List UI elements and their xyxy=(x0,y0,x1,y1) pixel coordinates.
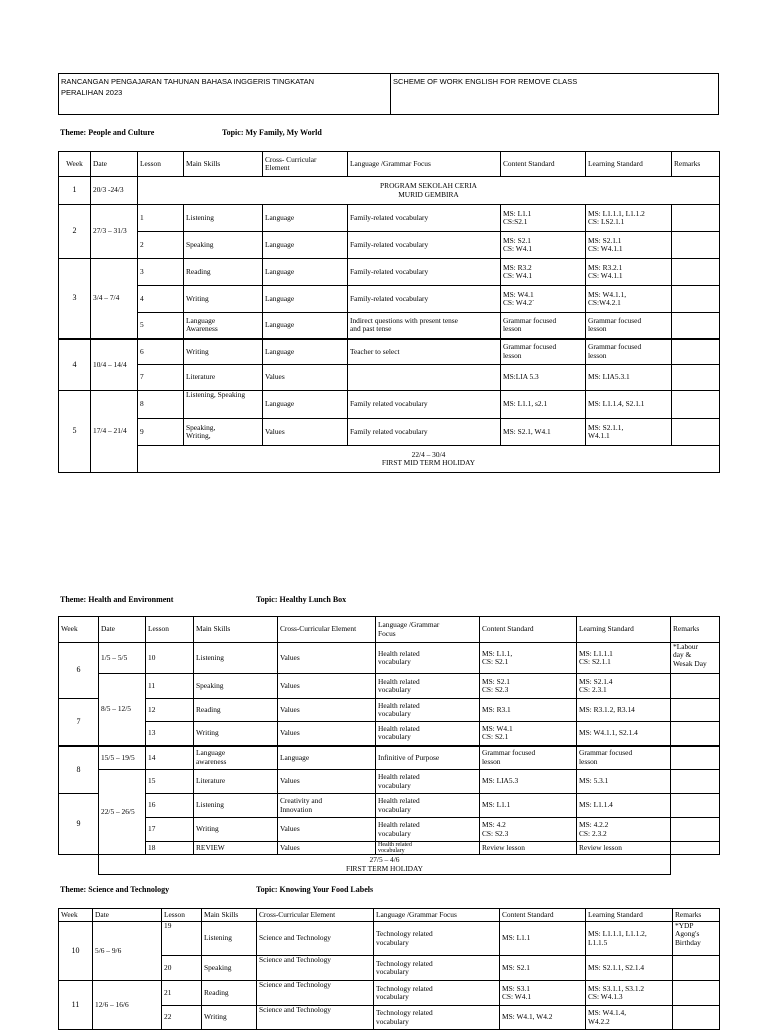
col-header: Date xyxy=(93,909,162,922)
table-row xyxy=(59,313,720,339)
skill-cell: Listening xyxy=(184,205,263,232)
content-cell: Grammar focused lesson xyxy=(501,313,586,339)
table-row xyxy=(59,391,720,419)
skill-cell: Writing xyxy=(194,818,278,842)
date-cell: 10/4 – 14/4 xyxy=(91,339,138,391)
section3-topic xyxy=(256,885,373,894)
week-cell: 5 xyxy=(59,391,91,473)
program-note: PROGRAM SEKOLAH CERIA MURID GEMBIRA xyxy=(138,177,720,205)
content-cell: MS: L1.1 xyxy=(500,922,586,956)
cce-cell: Language xyxy=(278,746,376,770)
remarks-cell xyxy=(673,956,720,981)
lesson-cell: 2 xyxy=(138,232,184,259)
cce-cell: Values xyxy=(278,722,376,746)
content-cell: MS: S2.1 xyxy=(500,956,586,981)
topic-label: Topic: xyxy=(256,885,278,894)
learning-cell: MS: S2.1.1, W4.1.1 xyxy=(586,419,672,446)
remarks-cell: *Labour day & Wesak Day xyxy=(671,643,720,674)
lesson-cell: 4 xyxy=(138,286,184,313)
skill-cell: Listening xyxy=(194,794,278,818)
table-row xyxy=(59,794,720,818)
col-header: Week xyxy=(59,152,91,177)
col-header: Week xyxy=(59,909,93,922)
section1-theme xyxy=(60,128,154,137)
header-title-malay: RANCANGAN PENGAJARAN TAHUNAN BAHASA INGGERIS TINGKATAN PERALIHAN 2023 xyxy=(59,74,391,114)
content-cell: MS: S2.1, W4.1 xyxy=(501,419,586,446)
lesson-cell: 14 xyxy=(146,746,194,770)
content-cell: MS: L1.1 CS:S2.1 xyxy=(501,205,586,232)
learning-cell: Grammar focused lesson xyxy=(586,339,672,365)
content-cell: MS: W4.1, W4.2 xyxy=(500,1006,586,1030)
content-cell: MS: L1.1 xyxy=(480,794,577,818)
content-cell: MS: L1.1, CS: S2.1 xyxy=(480,643,577,674)
lesson-cell: 7 xyxy=(138,365,184,391)
col-header: Content Standard xyxy=(480,617,577,643)
learning-cell: MS: LIA5.3.1 xyxy=(586,365,672,391)
remarks-cell xyxy=(671,770,720,794)
week-cell: 4 xyxy=(59,339,91,391)
remarks-cell xyxy=(671,722,720,746)
table-row xyxy=(59,339,720,365)
remarks-cell: *YDP Agong's Birthday xyxy=(673,922,720,956)
table-row xyxy=(59,922,720,956)
remarks-cell xyxy=(673,1006,720,1030)
topic-value: Healthy Lunch Box xyxy=(279,595,347,604)
learning-cell: MS: S2.1.1 CS: W4.1.1 xyxy=(586,232,672,259)
date-cell: 27/3 – 31/3 xyxy=(91,205,138,259)
learning-cell: MS: S2.1.1, S2.1.4 xyxy=(586,956,673,981)
col-header: Main Skills xyxy=(202,909,257,922)
table-row xyxy=(59,232,720,259)
cce-cell: Values xyxy=(278,818,376,842)
content-cell: MS: 4.2 CS: S2.3 xyxy=(480,818,577,842)
lesson-cell: 9 xyxy=(138,419,184,446)
learning-cell: MS: W4.1.4, W4.2.2 xyxy=(586,1006,673,1030)
document-header xyxy=(58,73,719,115)
remarks-cell xyxy=(672,205,720,232)
section2-topic xyxy=(256,595,346,604)
cce-cell: Language xyxy=(263,286,348,313)
week-cell: 6 xyxy=(59,643,99,699)
section1-table xyxy=(58,151,720,473)
header-title-english: SCHEME OF WORK ENGLISH FOR REMOVE CLASS xyxy=(393,77,578,86)
skill-cell: Writing xyxy=(194,722,278,746)
lesson-cell: 16 xyxy=(146,794,194,818)
skill-cell: Reading xyxy=(184,259,263,286)
theme-label: Theme: xyxy=(60,885,87,894)
col-header: Lesson xyxy=(162,909,202,922)
date-cell: 15/5 – 19/5 xyxy=(99,746,146,770)
lang-cell: Family related vocabulary xyxy=(348,419,501,446)
section3-theme xyxy=(60,885,169,894)
lang-cell: Teacher to select xyxy=(348,339,501,365)
date-cell: 22/5 – 26/5 xyxy=(99,770,146,855)
cce-cell: Language xyxy=(263,259,348,286)
lesson-cell: 10 xyxy=(146,643,194,674)
theme-value: Science and Technology xyxy=(88,885,170,894)
content-cell: MS: L1.1, s2.1 xyxy=(501,391,586,419)
theme-label: Theme: xyxy=(60,128,87,137)
cce-cell: Science and Technology xyxy=(257,956,374,981)
content-cell: MS: S2.1 CS: S2.3 xyxy=(480,674,577,699)
lesson-cell: 12 xyxy=(146,699,194,722)
cce-cell: Science and Technology xyxy=(257,1006,374,1030)
skill-cell: Writing xyxy=(184,339,263,365)
table-row xyxy=(59,818,720,842)
table-row xyxy=(59,643,720,674)
learning-cell: MS: L1.1.4, S2.1.1 xyxy=(586,391,672,419)
remarks-cell xyxy=(672,259,720,286)
lesson-cell: 11 xyxy=(146,674,194,699)
table-row xyxy=(59,205,720,232)
col-header: Language /Grammar Focus xyxy=(376,617,480,643)
lang-cell: Family related vocabulary xyxy=(348,391,501,419)
remarks-cell xyxy=(672,419,720,446)
col-header: Lesson xyxy=(146,617,194,643)
content-cell: MS:LIA 5.3 xyxy=(501,365,586,391)
col-header: Content Standard xyxy=(501,152,586,177)
topic-value: Knowing Your Food Labels xyxy=(279,885,374,894)
cce-cell: Science and Technology xyxy=(257,922,374,956)
table-row xyxy=(59,855,720,875)
lesson-cell: 18 xyxy=(146,842,194,855)
lang-cell: Health related vocabulary xyxy=(376,842,480,855)
section1-topic xyxy=(222,128,322,137)
date-cell: 8/5 – 12/5 xyxy=(99,674,146,746)
remarks-cell xyxy=(671,842,720,855)
content-cell: MS: R3.1 xyxy=(480,699,577,722)
learning-cell: MS: W4.1.1, S2.1.4 xyxy=(577,722,671,746)
section3-table xyxy=(58,908,720,1030)
remarks-cell xyxy=(672,313,720,339)
col-header: Cross-Curricular Element xyxy=(257,909,374,922)
col-header: Date xyxy=(91,152,138,177)
cce-cell: Language xyxy=(263,391,348,419)
lang-cell: Family-related vocabulary xyxy=(348,232,501,259)
lang-cell: Family-related vocabulary xyxy=(348,259,501,286)
lang-cell: Health related vocabulary xyxy=(376,674,480,699)
table-header-row xyxy=(59,909,720,922)
week-cell: 8 xyxy=(59,746,99,794)
table-row xyxy=(59,286,720,313)
learning-cell: MS: L1.1.1 CS: S2.1.1 xyxy=(577,643,671,674)
table-row xyxy=(59,259,720,286)
skill-cell: Language Awareness xyxy=(184,313,263,339)
skill-cell: Listening xyxy=(194,643,278,674)
table-row xyxy=(59,746,720,770)
table-row xyxy=(59,699,720,722)
col-header: Date xyxy=(99,617,146,643)
cce-cell: Values xyxy=(278,674,376,699)
table-row xyxy=(59,446,720,473)
skill-cell: Literature xyxy=(184,365,263,391)
table-row xyxy=(59,365,720,391)
lesson-cell: 22 xyxy=(162,1006,202,1030)
cce-cell: Values xyxy=(263,419,348,446)
content-cell: MS: LIA5.3 xyxy=(480,770,577,794)
lang-cell: Health related vocabulary xyxy=(376,722,480,746)
col-header: Remarks xyxy=(672,152,720,177)
lesson-cell: 1 xyxy=(138,205,184,232)
skill-cell: Listening xyxy=(202,922,257,956)
remarks-cell xyxy=(672,391,720,419)
skill-cell: Writing xyxy=(184,286,263,313)
learning-cell: Grammar focused lesson xyxy=(577,746,671,770)
lesson-cell: 13 xyxy=(146,722,194,746)
section2-theme xyxy=(60,595,173,604)
holiday-note: 27/5 – 4/6 FIRST TERM HOLIDAY xyxy=(99,855,671,875)
skill-cell: Reading xyxy=(194,699,278,722)
learning-cell: MS: 5.3.1 xyxy=(577,770,671,794)
cce-cell: Values xyxy=(263,365,348,391)
learning-cell: MS: L1.1.4 xyxy=(577,794,671,818)
cce-cell: Values xyxy=(278,770,376,794)
date-cell: 20/3 -24/3 xyxy=(91,177,138,205)
week-cell: 1 xyxy=(59,177,91,205)
cce-cell: Creativity and Innovation xyxy=(278,794,376,818)
skill-cell: Writing xyxy=(202,1006,257,1030)
learning-cell: MS: L1.1.1, L1.1.2, L1.1.5 xyxy=(586,922,673,956)
theme-value: People and Culture xyxy=(88,128,155,137)
col-header: Cross-Curricular Element xyxy=(278,617,376,643)
remarks-cell xyxy=(672,365,720,391)
week-cell: 11 xyxy=(59,981,93,1030)
remarks-cell xyxy=(671,746,720,770)
week-cell: 3 xyxy=(59,259,91,339)
skill-cell: Listening, Speaking xyxy=(184,391,263,419)
col-header: Content Standard xyxy=(500,909,586,922)
week-cell: 10 xyxy=(59,922,93,981)
lang-cell: Health related vocabulary xyxy=(376,699,480,722)
content-cell: Grammar focused lesson xyxy=(501,339,586,365)
content-cell: MS: S3.1 CS: W4.1 xyxy=(500,981,586,1006)
date-cell: 17/4 – 21/4 xyxy=(91,391,138,473)
learning-cell: MS: S2.1.4 CS: 2.3.1 xyxy=(577,674,671,699)
lang-cell: Technology related vocabulary xyxy=(374,981,500,1006)
lesson-cell: 19 xyxy=(162,922,202,956)
cce-cell: Science and Technology xyxy=(257,981,374,1006)
content-cell: MS: R3.2 CS: W4.1 xyxy=(501,259,586,286)
date-cell: 12/6 – 16/6 xyxy=(93,981,162,1030)
learning-cell: Grammar focused lesson xyxy=(586,313,672,339)
skill-cell: Language awareness xyxy=(194,746,278,770)
content-cell: MS: W4.1 CS: W4.2` xyxy=(501,286,586,313)
cce-cell: Language xyxy=(263,232,348,259)
remarks-cell xyxy=(671,674,720,699)
skill-cell: Reading xyxy=(202,981,257,1006)
table-row xyxy=(59,842,720,855)
lesson-cell: 8 xyxy=(138,391,184,419)
remarks-cell xyxy=(672,339,720,365)
remarks-cell xyxy=(671,818,720,842)
col-header: Learning Standard xyxy=(577,617,671,643)
lang-cell: Health related vocabulary xyxy=(376,818,480,842)
date-cell: 1/5 – 5/5 xyxy=(99,643,146,674)
skill-cell: Speaking xyxy=(194,674,278,699)
cce-cell: Language xyxy=(263,205,348,232)
lesson-cell: 15 xyxy=(146,770,194,794)
lesson-cell: 20 xyxy=(162,956,202,981)
remarks-cell xyxy=(673,981,720,1006)
remarks-cell xyxy=(672,232,720,259)
learning-cell: MS: L1.1.1, L1.1.2 CS: LS2.1.1 xyxy=(586,205,672,232)
table-header-row xyxy=(59,617,720,643)
holiday-note: 22/4 – 30/4 FIRST MID TERM HOLIDAY xyxy=(138,446,720,473)
lang-cell: Family-related vocabulary xyxy=(348,205,501,232)
lesson-cell: 21 xyxy=(162,981,202,1006)
table-row xyxy=(59,770,720,794)
skill-cell: REVIEW xyxy=(194,842,278,855)
table-row xyxy=(59,981,720,1006)
section2-table xyxy=(58,616,720,875)
topic-label: Topic: xyxy=(256,595,278,604)
week-cell: 9 xyxy=(59,794,99,855)
col-header: Main Skills xyxy=(184,152,263,177)
date-cell: 3/4 – 7/4 xyxy=(91,259,138,339)
remarks-cell xyxy=(672,286,720,313)
learning-cell: MS: S3.1.1, S3.1.2 CS: W4.1.3 xyxy=(586,981,673,1006)
theme-value: Health and Environment xyxy=(88,595,174,604)
content-cell: MS: S2.1 CS: W4.1 xyxy=(501,232,586,259)
cce-cell: Language xyxy=(263,313,348,339)
lang-cell: Family-related vocabulary xyxy=(348,286,501,313)
content-cell: Grammar focused lesson xyxy=(480,746,577,770)
week-cell: 2 xyxy=(59,205,91,259)
lang-cell: Health related vocabulary xyxy=(376,794,480,818)
learning-cell: MS: R3.1.2, R3.14 xyxy=(577,699,671,722)
skill-cell: Speaking xyxy=(202,956,257,981)
date-cell: 5/6 – 9/6 xyxy=(93,922,162,981)
cce-cell: Values xyxy=(278,699,376,722)
lesson-cell: 17 xyxy=(146,818,194,842)
skill-cell: Speaking xyxy=(184,232,263,259)
lesson-cell: 5 xyxy=(138,313,184,339)
learning-cell: MS: R3.2.1 CS: W4.1.1 xyxy=(586,259,672,286)
cce-cell: Language xyxy=(263,339,348,365)
remarks-cell xyxy=(671,699,720,722)
week-cell: 7 xyxy=(59,699,99,746)
col-header: Language /Grammar Focus xyxy=(374,909,500,922)
col-header: Language /Grammar Focus xyxy=(348,152,501,177)
lang-cell: Technology related vocabulary xyxy=(374,956,500,981)
col-header: Cross- Curricular Element xyxy=(263,152,348,177)
cce-cell: Values xyxy=(278,842,376,855)
lang-cell xyxy=(348,365,501,391)
col-header: Learning Standard xyxy=(586,152,672,177)
col-header: Learning Standard xyxy=(586,909,673,922)
table-header-row xyxy=(59,152,720,177)
col-header: Remarks xyxy=(673,909,720,922)
lang-cell: Technology related vocabulary xyxy=(374,922,500,956)
topic-label: Topic: xyxy=(222,128,244,137)
lesson-cell: 6 xyxy=(138,339,184,365)
learning-cell: MS: 4.2.2 CS: 2.3.2 xyxy=(577,818,671,842)
col-header: Week xyxy=(59,617,99,643)
table-row xyxy=(59,419,720,446)
col-header: Main Skills xyxy=(194,617,278,643)
table-row xyxy=(59,674,720,699)
col-header: Remarks xyxy=(671,617,720,643)
content-cell: MS: W4.1 CS: S2.1 xyxy=(480,722,577,746)
skill-cell: Speaking, Writing, xyxy=(184,419,263,446)
cce-cell: Values xyxy=(278,643,376,674)
learning-cell: Review lesson xyxy=(577,842,671,855)
lang-cell: Indirect questions with present tense and past tense xyxy=(348,313,501,339)
skill-cell: Literature xyxy=(194,770,278,794)
lang-cell: Infinitive of Purpose xyxy=(376,746,480,770)
lang-cell: Health related vocabulary xyxy=(376,643,480,674)
lang-cell: Health related vocabulary xyxy=(376,770,480,794)
learning-cell: MS: W4.1.1, CS:W4.2.1 xyxy=(586,286,672,313)
table-row xyxy=(59,177,720,205)
lang-cell: Technology related vocabulary xyxy=(374,1006,500,1030)
content-cell: Review lesson xyxy=(480,842,577,855)
lesson-cell: 3 xyxy=(138,259,184,286)
theme-label: Theme: xyxy=(60,595,87,604)
col-header: Lesson xyxy=(138,152,184,177)
remarks-cell xyxy=(671,794,720,818)
table-row xyxy=(59,722,720,746)
topic-value: My Family, My World xyxy=(245,128,322,137)
